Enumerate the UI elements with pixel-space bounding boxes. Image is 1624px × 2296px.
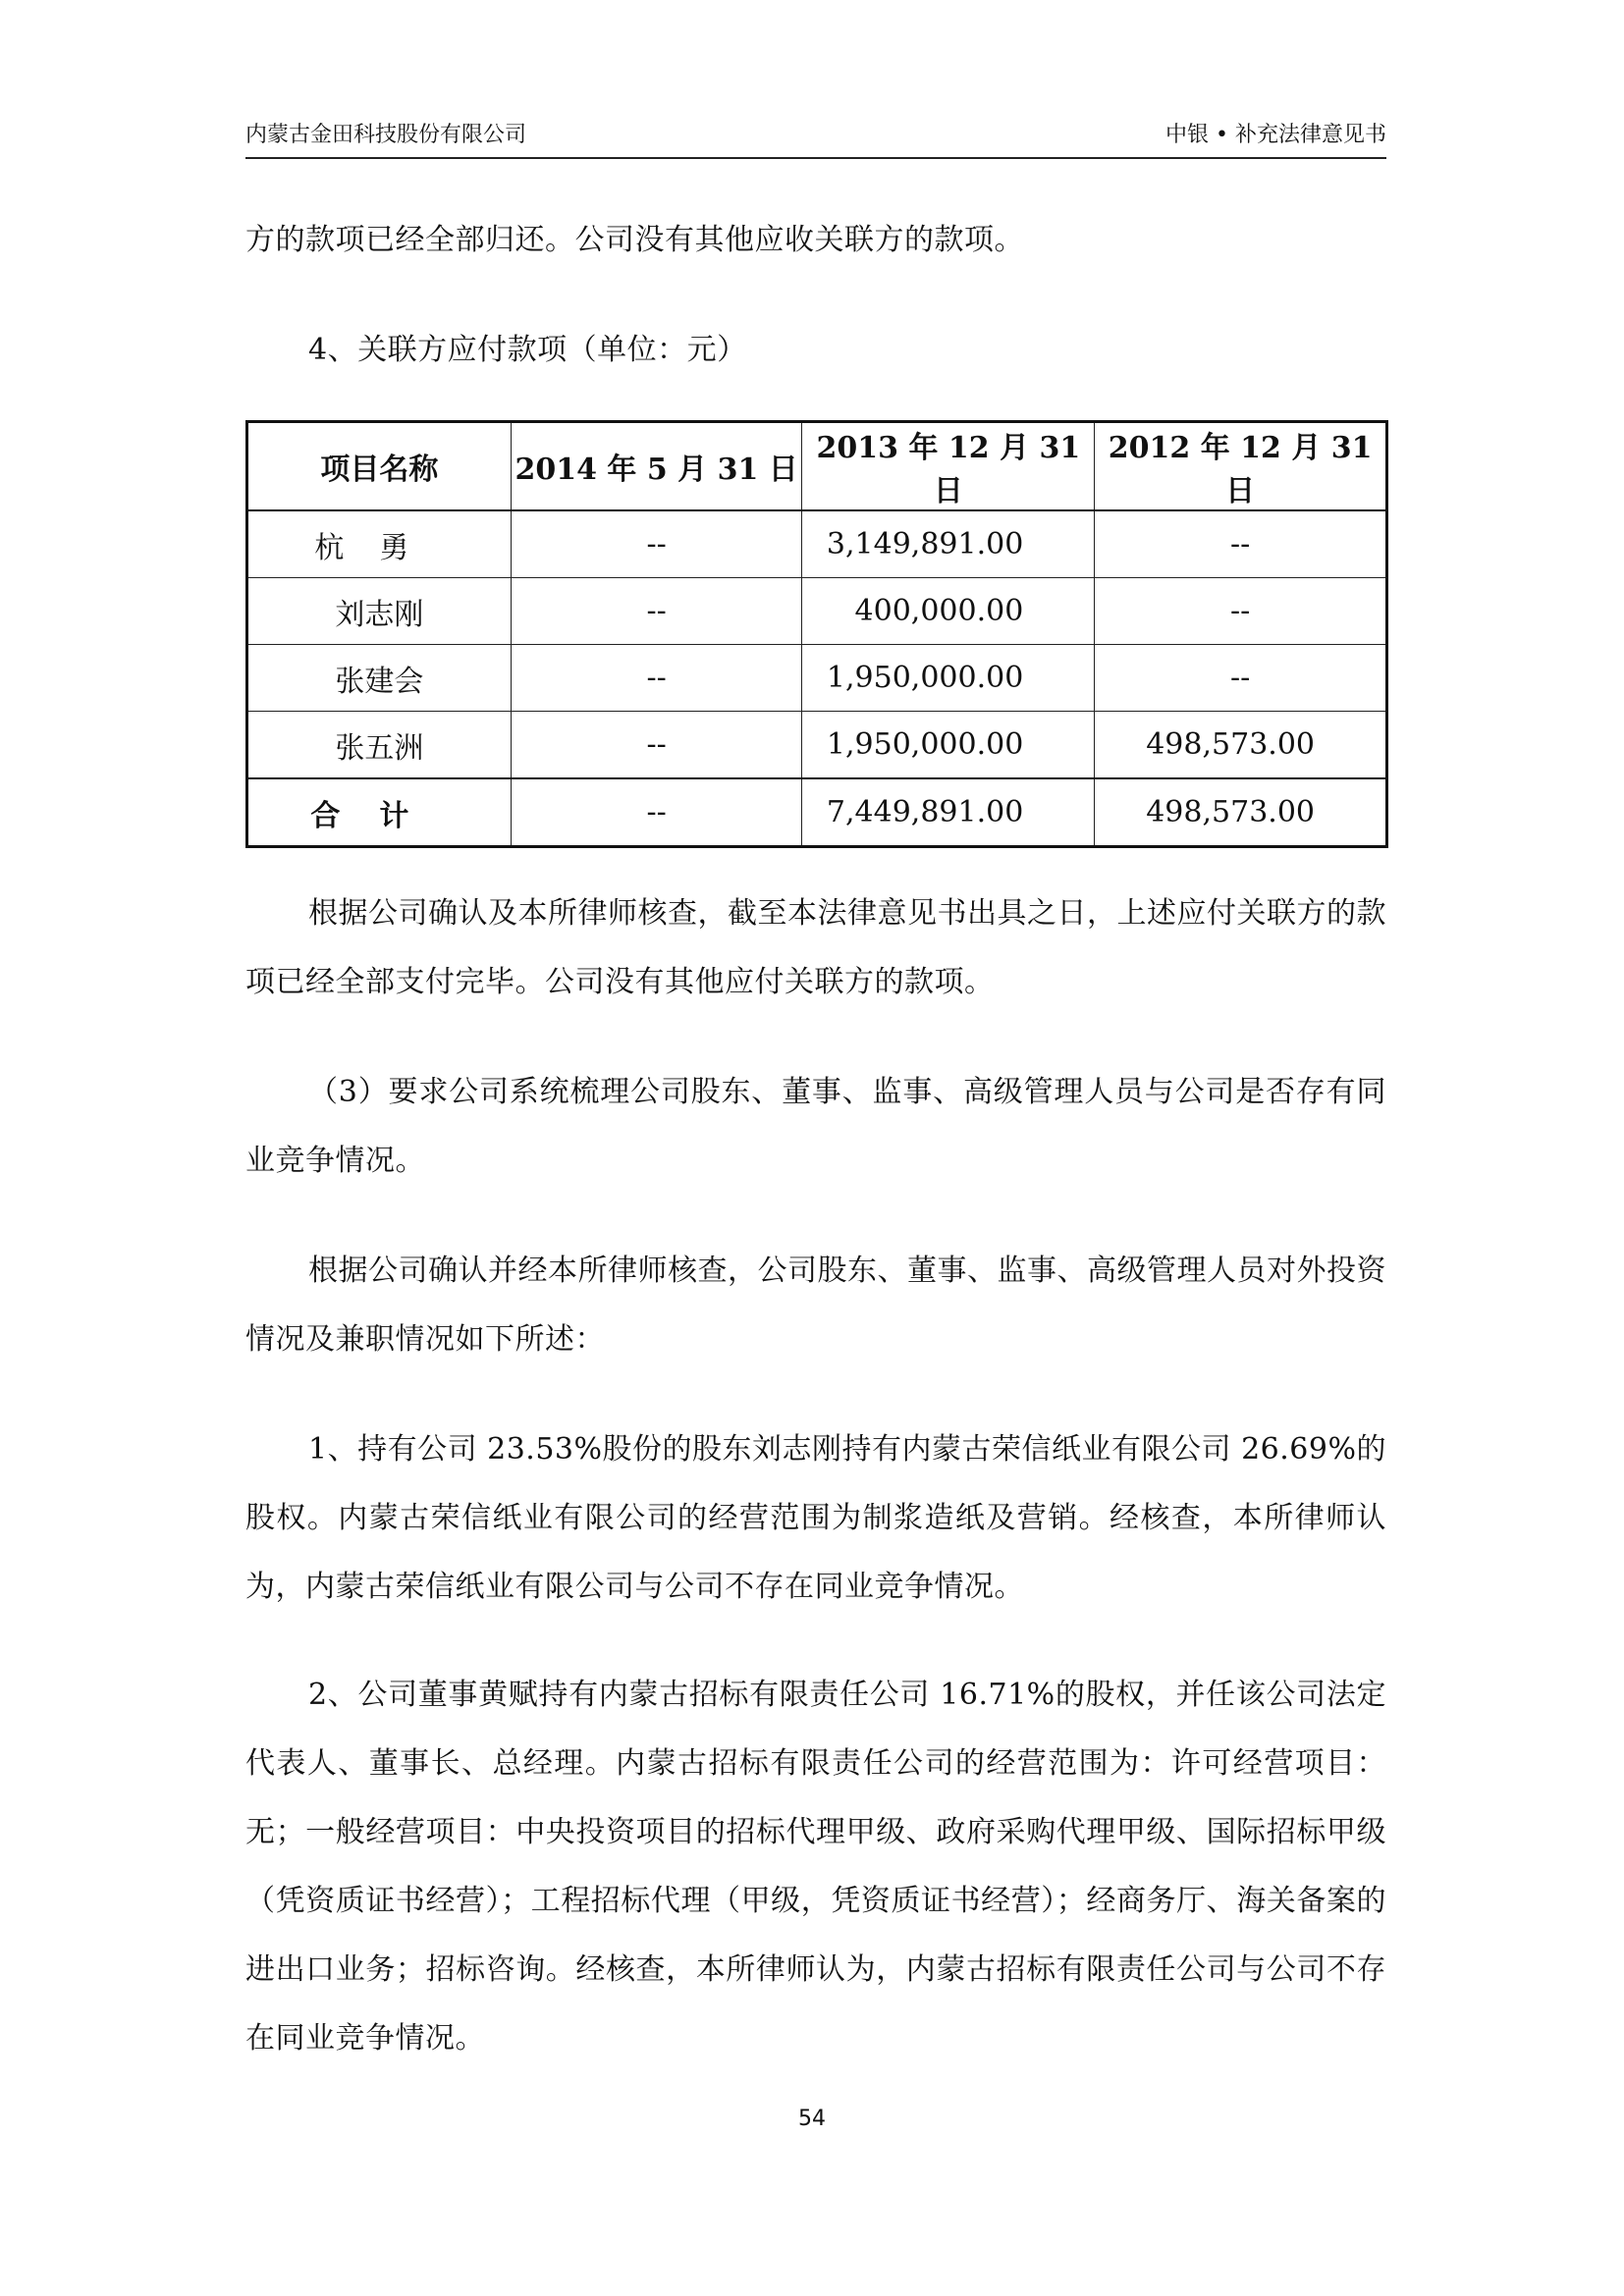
table-row [247,510,1387,578]
table-row [247,578,1387,645]
paragraph-5: 根据公司确认并经本所律师核查，公司股东、董事、监事、高级管理人员对外投资情况及兼职情况如下所述： [245,1254,1386,1357]
page-header [245,110,1386,159]
row-value-2013: 3,149,891.00 [802,510,1095,578]
table-total-row [247,778,1387,847]
table-row [247,712,1387,779]
total-value-2013: 7,449,891.00 [802,778,1095,847]
row-value-2013: 1,950,000.00 [802,712,1095,779]
row-value-2012: -- [1095,645,1387,712]
col-header-2013: 2013 年 12 月 31 日 [802,422,1095,511]
header-company: 内蒙古金田科技股份有限公司 [245,123,527,147]
related-party-payables-table [245,420,1388,848]
page-number: 54 [798,2107,826,2131]
row-value-2014: -- [511,645,802,712]
col-header-item: 项目名称 [247,422,512,511]
row-value-2013: 1,950,000.00 [802,645,1095,712]
row-value-2012: -- [1095,578,1387,645]
col-header-2014: 2014 年 5 月 31 日 [511,422,802,511]
row-value-2014: -- [511,578,802,645]
paragraph-6: 1、持有公司 23.53%股份的股东刘志刚持有内蒙古荣信纸业有限公司 26.69%的股权。内蒙古荣信纸业有限公司的经营范围为制浆造纸及营销。经核查，本所律师认为，内蒙古荣信纸业有限公司与公司不存在同业竞争情况。 [245,1432,1386,1604]
row-value-2012: -- [1095,510,1387,578]
paragraph-3: 根据公司确认及本所律师核查，截至本法律意见书出具之日，上述应付关联方的款项已经全部支付完毕。公司没有其他应付关联方的款项。 [245,896,1386,999]
total-label: 合计 [247,778,512,847]
total-value-2014: -- [511,778,802,847]
col-header-2012: 2012 年 12 月 31 日 [1095,422,1387,511]
row-value-2013: 400,000.00 [802,578,1095,645]
row-value-2012: 498,573.00 [1095,712,1387,779]
row-value-2014: -- [511,712,802,779]
header-doc-title: 中银 • 补充法律意见书 [1165,123,1386,147]
total-value-2012: 498,573.00 [1095,778,1387,847]
paragraph-7: 2、公司董事黄赋持有内蒙古招标有限责任公司 16.71%的股权，并任该公司法定代表人、董事长、总经理。内蒙古招标有限责任公司的经营范围为：许可经营项目：无；一般经营项目：中央投资项目的招标代理甲级、政府采购代理甲级、国际招标甲级（凭资质证书经营）；工程招标代理（甲级，凭资质证书经营）；经商务厅、海关备案的进出口业务；招标咨询。经核查，本所律师认为，内蒙古招标有限责任公司与公司不存在同业竞争情况。 [245,1678,1386,2056]
row-name: 张建会 [247,645,512,712]
row-name: 杭勇 [247,510,512,578]
paragraph-4: （3）要求公司系统梳理公司股东、董事、监事、高级管理人员与公司是否存有同业竞争情况。 [245,1075,1386,1178]
row-name: 张五洲 [247,712,512,779]
row-name: 刘志刚 [247,578,512,645]
table-header-row [247,422,1387,511]
table-caption: 4、关联方应付款项（单位：元） [308,333,747,367]
paragraph-1: 方的款项已经全部归还。公司没有其他应收关联方的款项。 [245,223,1024,257]
table-row [247,645,1387,712]
row-value-2014: -- [511,510,802,578]
